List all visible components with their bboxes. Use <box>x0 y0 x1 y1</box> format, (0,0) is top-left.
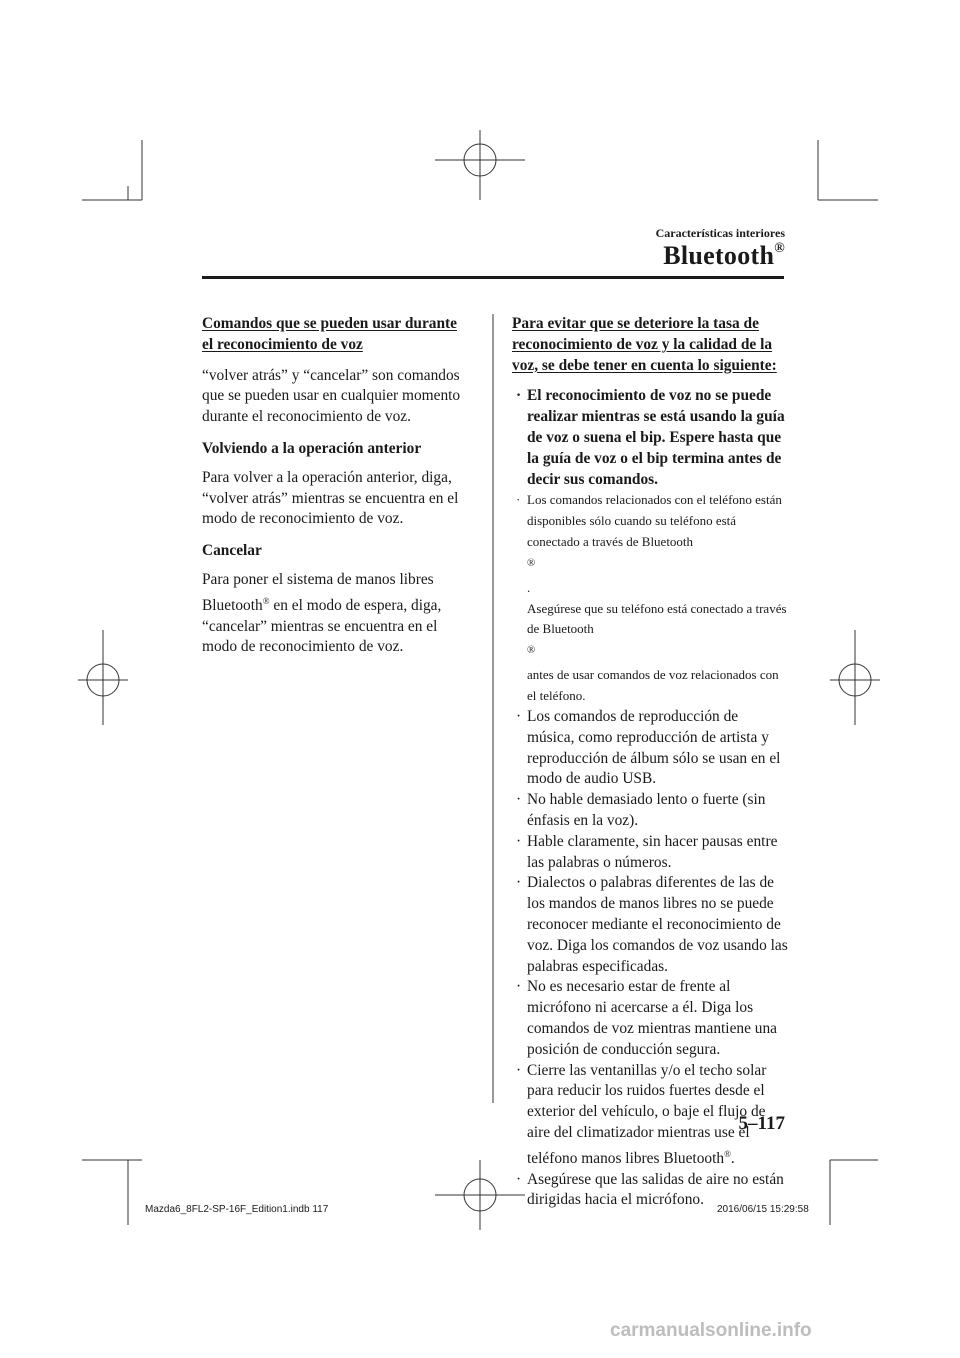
list-item: · Cierre las ventanillas y/o el techo solar para reducir los ruidos fuertes desde el exterior del vehículo, o baje el flujo de aire del climatizador mientras use el teléfono manos libres Bluetooth®. <box>512 1061 788 1170</box>
list-item: · Dialectos o palabras diferentes de las de los mandos de manos libres no se puede reconocer mediante el reconocimiento de voz. Diga los comandos de voz usando las palabras especificadas. <box>512 873 788 977</box>
section-subtitle: Características interiores <box>655 226 785 240</box>
right-column <box>512 314 788 1211</box>
list-item: · No hable demasiado lento o fuerte (sin énfasis en la voz). <box>512 790 788 832</box>
left-column <box>202 314 470 669</box>
print-file-info: Mazda6_8FL2-SP-16F_Edition1.indb 117 <box>145 1204 329 1215</box>
list-item: · Los comandos de reproducción de música, como reproducción de artista y reproducción de álbum sólo se usan en el modo de audio USB. <box>512 707 788 790</box>
print-timestamp: 2016/06/15 15:29:58 <box>717 1204 809 1215</box>
section-title: Bluetooth® <box>663 241 785 270</box>
heading-commands: Comandos que se pueden usar durante el reconocimiento de voz <box>202 315 457 353</box>
paragraph-back: Para volver a la operación anterior, diga, “volver atrás” mientras se encuentra en el modo de reconocimiento de voz. <box>202 468 459 528</box>
list-item: · No es necesario estar de frente al micrófono ni acercarse a él. Diga los comandos de voz mientras mantiene una posición de conducción segura. <box>512 977 788 1060</box>
list-item: · Los comandos relacionados con el teléfono están disponibles sólo cuando su teléfono está conectado a través de Bluetooth ® . Asegúrese que su teléfono está conectado a través de Bluetooth ® antes de usar comandos de voz relacionados con el teléfono. <box>512 490 788 707</box>
list-item: · Asegúrese que las salidas de aire no están dirigidas hacia el micrófono. <box>512 1170 788 1212</box>
page-number: 5–117 <box>738 1113 785 1134</box>
subheading-cancel: Cancelar <box>202 542 262 560</box>
registered-mark: ® <box>774 241 785 256</box>
list-item: · Hable claramente, sin hacer pausas entre las palabras o números. <box>512 832 788 874</box>
watermark: carmanualsonline.info <box>610 1320 812 1341</box>
tips-list <box>512 386 788 1211</box>
paragraph-commands: “volver atrás” y “cancelar” son comandos que se pueden usar en cualquier momento durante el reconocimiento de voz. <box>202 366 461 426</box>
header-rule <box>202 276 784 279</box>
list-item: · El reconocimiento de voz no se puede realizar mientras se está usando la guía de voz o suena el bip. Espere hasta que la guía de voz o el bip termina antes de decir sus comandos. <box>512 386 788 490</box>
paragraph-cancel: Para poner el sistema de manos libres Bluetooth® en el modo de espera, diga, “cancelar” mientras se encuentra en el modo de reconocimiento de voz. <box>202 570 442 656</box>
subheading-back: Volviendo a la operación anterior <box>202 439 422 457</box>
heading-tips: Para evitar que se deteriore la tasa de reconocimiento de voz y la calidad de la voz, se debe tener en cuenta lo siguiente: <box>512 315 777 374</box>
